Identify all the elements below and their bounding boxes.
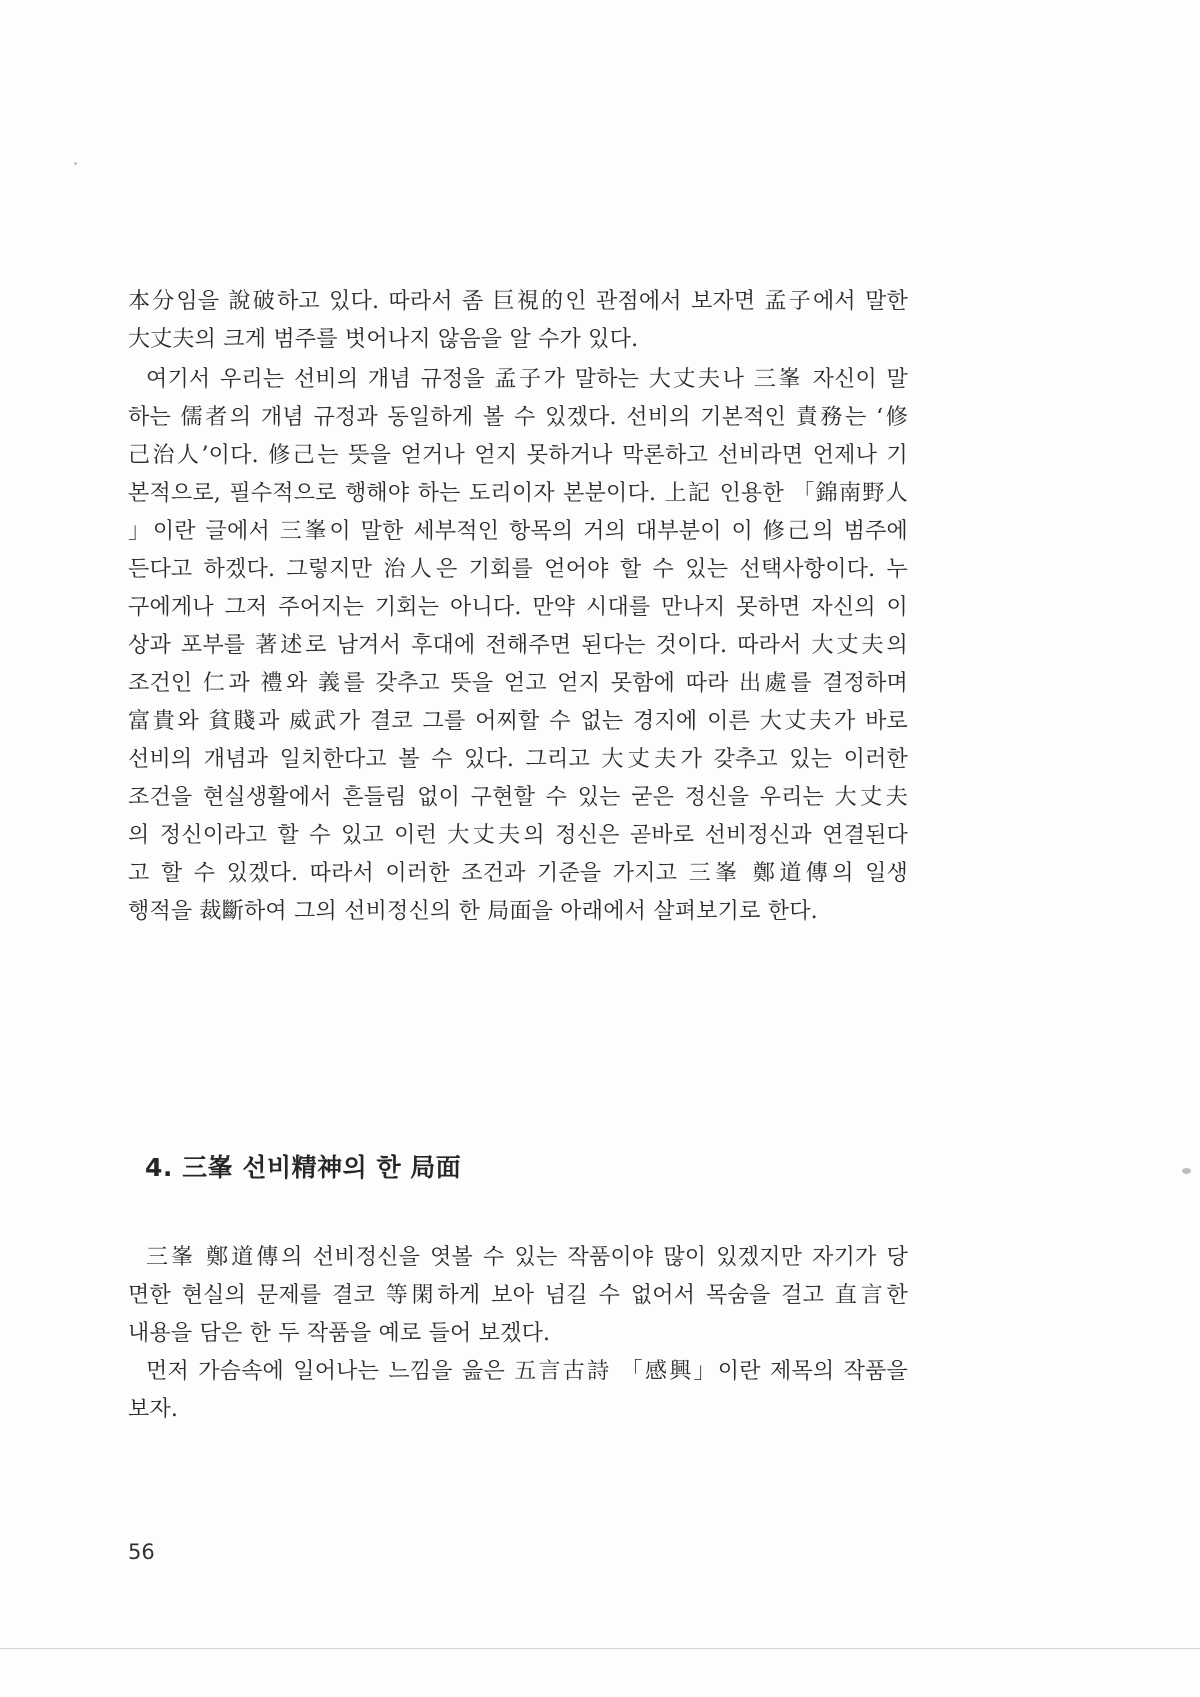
text-line: 大丈夫의 크게 범주를 벗어나지 않음을 알 수가 있다. (128, 327, 639, 352)
text-line: 내용을 담은 한 두 작품을 예로 들어 보겠다. (128, 1321, 551, 1346)
text-line: 己治人’이다. 修己는 뜻을 얻거나 얻지 못하거나 막론하고 선비라면 언제나 기 (128, 443, 908, 468)
text-line: 보자. (128, 1397, 179, 1422)
text-line: 의 정신이라고 할 수 있고 이런 大丈夫의 정신은 곧바로 선비정신과 연결된다 (128, 823, 908, 848)
paragraph-4 (128, 1353, 908, 1429)
text-line: 고 할 수 있겠다. 따라서 이러한 조건과 기준을 가지고 三峯 鄭道傳의 일생 (128, 861, 908, 886)
scan-speck (1182, 1168, 1191, 1174)
text-line: 구에게나 그저 주어지는 기회는 아니다. 만약 시대를 만나지 못하면 자신의 이 (128, 595, 908, 620)
paragraph-1 (128, 283, 908, 359)
paragraph-2 (128, 361, 908, 931)
text-line: 하는 儒者의 개념 규정과 동일하게 볼 수 있겠다. 선비의 기본적인 責務는 ‘修 (128, 405, 908, 430)
text-line: 本分임을 說破하고 있다. 따라서 좀 巨視的인 관점에서 보자면 孟子에서 말한 (128, 289, 908, 314)
text-line: 三峯 鄭道傳의 선비정신을 엿볼 수 있는 작품이야 많이 있겠지만 자기가 당 (146, 1245, 908, 1270)
text-line: 면한 현실의 문제를 결코 等閑하게 보아 넘길 수 없어서 목숨을 걸고 直言한 (128, 1283, 908, 1308)
text-line: 」이란 글에서 三峯이 말한 세부적인 항목의 거의 대부분이 이 修己의 범주에 (128, 519, 908, 544)
text-line: 상과 포부를 著述로 남겨서 후대에 전해주면 된다는 것이다. 따라서 大丈夫의 (128, 633, 908, 658)
text-line: 먼저 가슴속에 일어나는 느낌을 읊은 五言古詩 「感興」이란 제목의 작품을 (146, 1359, 908, 1384)
scan-speck (74, 162, 77, 165)
section-heading: 4. 三峯 선비精神의 한 局面 (145, 1153, 462, 1182)
text-line: 행적을 裁斷하여 그의 선비정신의 한 局面을 아래에서 살펴보기로 한다. (128, 899, 818, 924)
text-line: 선비의 개념과 일치한다고 볼 수 있다. 그리고 大丈夫가 갖추고 있는 이러한 (128, 747, 908, 772)
text-line: 조건인 仁과 禮와 義를 갖추고 뜻을 얻고 얻지 못함에 따라 出處를 결정하며 (128, 671, 908, 696)
page-number: 56 (128, 1540, 155, 1564)
text-line: 여기서 우리는 선비의 개념 규정을 孟子가 말하는 大丈夫나 三峯 자신이 말 (146, 367, 908, 392)
scan-edge-line (0, 1648, 1200, 1649)
text-line: 조건을 현실생활에서 흔들림 없이 구현할 수 있는 굳은 정신을 우리는 大丈夫 (128, 785, 908, 810)
paragraph-3 (128, 1239, 908, 1353)
text-line: 본적으로, 필수적으로 행해야 하는 도리이자 본분이다. 上記 인용한 「錦南野人 (128, 481, 908, 506)
text-line: 든다고 하겠다. 그렇지만 治人은 기회를 얻어야 할 수 있는 선택사항이다. 누 (128, 557, 908, 582)
text-line: 富貴와 貧賤과 威武가 결코 그를 어찌할 수 없는 경지에 이른 大丈夫가 바로 (128, 709, 908, 734)
